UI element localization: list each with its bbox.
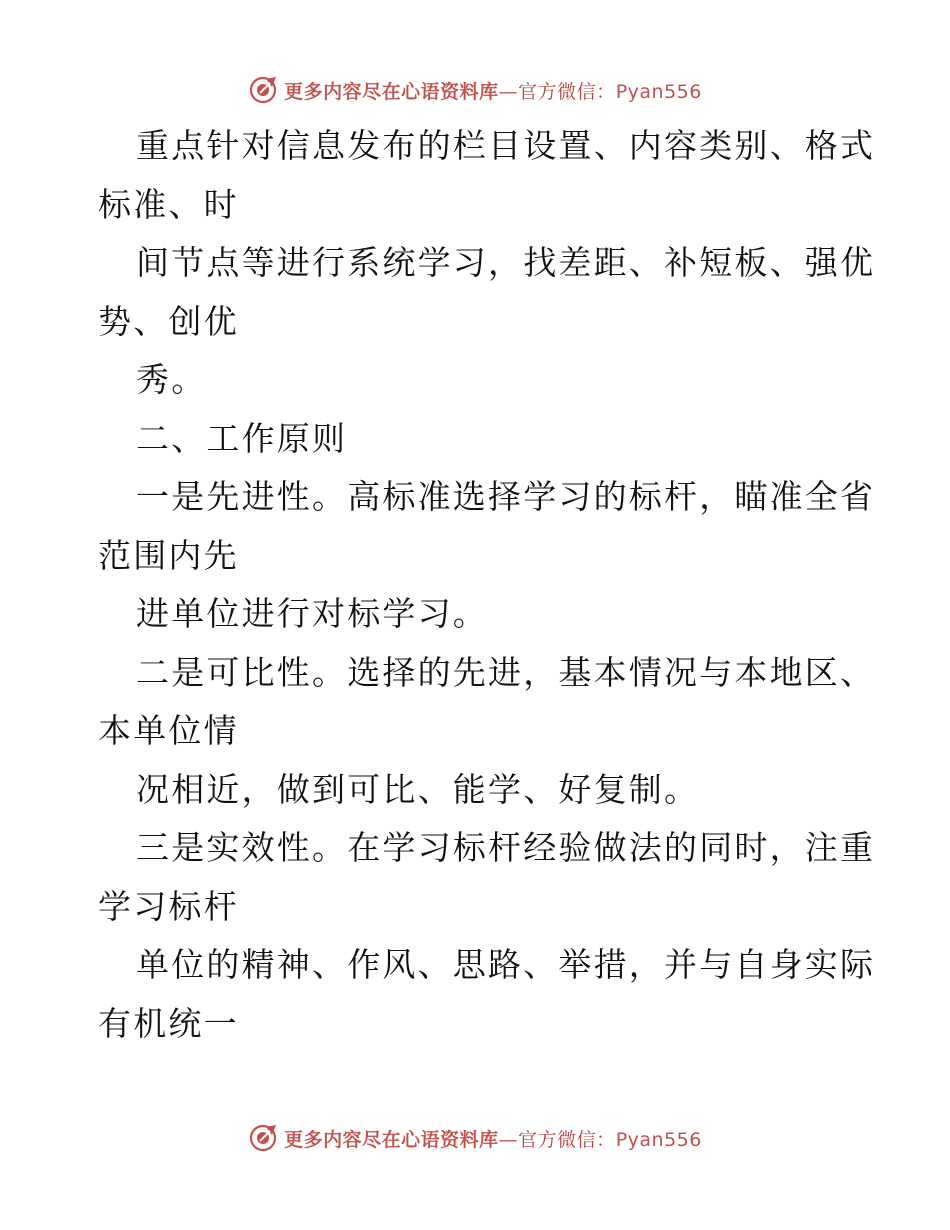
text-line: 势、创优 [98, 301, 239, 341]
text-line: 一是先进性。高标准选择学习的标杆，瞄准全省 [136, 477, 876, 516]
text-line: 况相近，做到可比、能学、好复制。 [136, 769, 700, 809]
text-line: 范围内先 [98, 535, 239, 575]
watermark-wechat-id: Pyan556 [615, 1128, 702, 1151]
logo-icon [248, 75, 278, 105]
text-line: 重点针对信息发布的栏目设置、内容类别、格式 [136, 126, 876, 165]
watermark-sub-text: 官方微信： [518, 1128, 616, 1151]
watermark-banner-bottom [0, 1118, 950, 1158]
watermark-main-text: 更多内容尽在心语资料库 [284, 80, 499, 103]
text-line: 二、工作原则 [136, 418, 348, 458]
text-line: 有机统一 [98, 1003, 239, 1043]
text-line: 间节点等进行系统学习，找差距、补短板、强优 [136, 243, 876, 282]
watermark-wechat-id: Pyan556 [615, 80, 702, 103]
text-line: 学习标杆 [98, 886, 239, 926]
text-line: 进单位进行对标学习。 [136, 594, 488, 633]
watermark-separator: — [498, 80, 519, 103]
text-line: 标准、时 [98, 184, 239, 224]
text-line: 单位的精神、作风、思路、举措，并与自身实际 [136, 945, 876, 984]
document-body [98, 117, 876, 1053]
watermark-sub-text: 官方微信： [518, 80, 616, 103]
text-line: 二是可比性。选择的先进，基本情况与本地区、 [136, 652, 876, 692]
watermark-text [284, 77, 702, 104]
text-line: 秀。 [136, 360, 207, 399]
text-line: 三是实效性。在学习标杆经验做法的同时，注重 [136, 828, 876, 867]
watermark-separator: — [498, 1128, 519, 1151]
watermark-text [284, 1125, 702, 1152]
watermark-main-text: 更多内容尽在心语资料库 [284, 1128, 499, 1151]
watermark-banner-top [0, 70, 950, 110]
text-line: 本单位情 [98, 711, 239, 750]
logo-icon [248, 1123, 278, 1153]
